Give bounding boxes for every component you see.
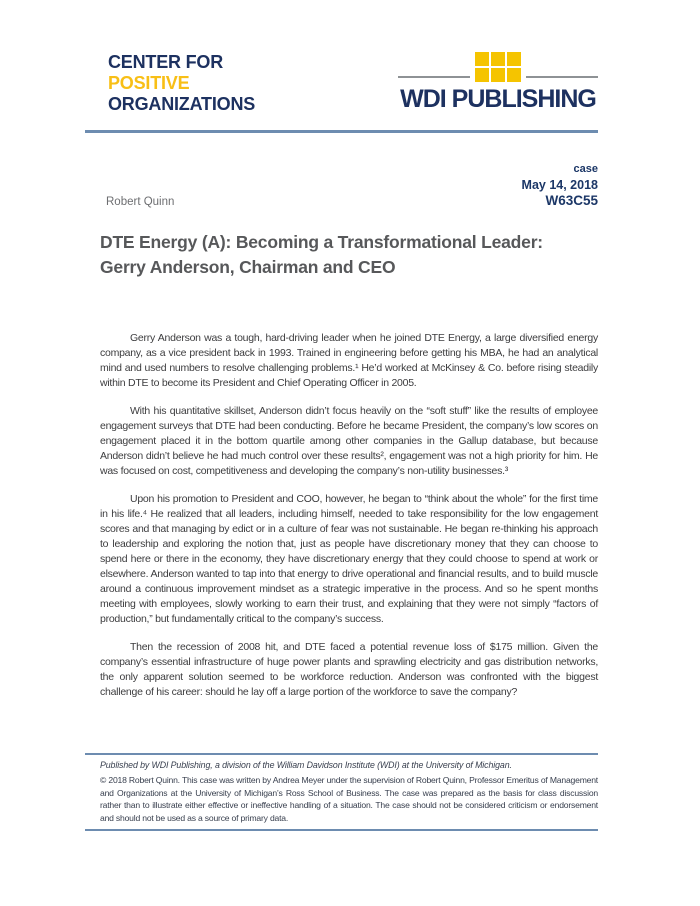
wdi-logo-text: WDI PUBLISHING (400, 85, 596, 113)
logo-square (491, 52, 505, 66)
case-title-line-1: DTE Energy (A): Becoming a Transformational Leader: (100, 232, 543, 252)
cpo-logo-line-3: ORGANIZATIONS (108, 94, 256, 114)
logo-square (507, 68, 521, 82)
logo-square (491, 68, 505, 82)
header-divider (85, 130, 598, 133)
case-title-line-2: Gerry Anderson, Chairman and CEO (100, 257, 396, 277)
body-text (100, 331, 598, 700)
cpo-logo-line-2: POSITIVE (108, 73, 190, 93)
copyright-text: © 2018 Robert Quinn. This case was written by Andrea Meyer under the supervision of Robert Quinn, Professor Emeritus of Management and Organizations at the University of Michigan’s Ross School of Business. The case was prepared as the basis for class discussion rather than to illustrate either effective or ineffective handling of a situation. The case should not be considered criticism or endorsement and should not be used as a source of primary data. (100, 775, 598, 823)
wdi-logo-rule-right (526, 76, 598, 78)
header (0, 0, 700, 115)
paragraph-3: Upon his promotion to President and COO, however, he began to “think about the whole” for the first time in his life.⁴ He realized that all leaders, including himself, needed to take responsibility for the low engagement scores and that managing by edict or in a culture of fear was not sustainable. He began re-thinking his approach to leadership and exploring the notion that, just as people have discretionary money that they can choose to spend here or there in the economy, they have discretionary energy that they could choose to spend at work or elsewhere. Anderson wanted to tap into that energy to drive operational and financial results, and to build muscle around a continuous improvement mindset as a strategic imperative in the process. And so he spent months meeting with employees, slowly working to earn their trust, and explaining that they were not simply “factors of production,” but fundamentally critical to the company’s success. (100, 493, 598, 625)
meta-row (106, 161, 598, 209)
wdi-squares-icon (475, 52, 521, 82)
logo-square (475, 52, 489, 66)
paragraph-4: Then the recession of 2008 hit, and DTE faced a potential revenue loss of $175 million. Given the company’s essential infrastructure of huge power plants and sprawling electricity and gas distribution networks, the only apparent solution seemed to be workforce reduction. Anderson was confronted with the biggest challenge of his career: should he lay off a large portion of the workforce to save the company? (100, 641, 598, 698)
publisher-line: Published by WDI Publishing, a division of the William Davidson Institute (WDI) at the University of Michigan. (100, 760, 512, 770)
case-info-block (522, 161, 598, 209)
case-date: May 14, 2018 (521, 178, 598, 192)
footer-text-block (100, 759, 598, 824)
paragraph-1: Gerry Anderson was a tough, hard-driving leader when he joined DTE Energy, a large diversified energy company, as a vice president back in 1993. Trained in engineering before getting his MBA, he had an analytical mind and used numbers to resolve challenging problems.¹ He’d worked at McKinsey & Co. before rising steadily within DTE to become its President and Chief Operating Officer in 2005. (100, 332, 598, 389)
footer (85, 753, 598, 831)
logo-square (507, 52, 521, 66)
case-type-label: case (573, 163, 598, 175)
wdi-logo-rule-left (398, 76, 470, 78)
logo-square (475, 68, 489, 82)
case-number: W63C55 (545, 193, 598, 208)
center-for-positive-organizations-logo (108, 52, 255, 115)
case-title (100, 230, 600, 280)
wdi-logo-top (398, 52, 598, 82)
paragraph-2: With his quantitative skillset, Anderson didn’t focus heavily on the “soft stuff” like the results of employee engagement surveys that DTE had been conducting. Before he became President, the company’s low scores on engagement placed it in the bottom quartile among other companies in the Gallup database, but because Anderson didn’t believe he had much control over these results², engagement was not a high priority for him. He was focused on cost, competitiveness and developing the company’s non-utility businesses.³ (100, 405, 598, 477)
footer-divider-bottom (85, 829, 598, 831)
wdi-publishing-logo (398, 52, 598, 114)
author-name: Robert Quinn (106, 196, 175, 208)
footer-divider-top (85, 753, 598, 755)
cpo-logo-line-1: CENTER FOR (108, 52, 224, 72)
